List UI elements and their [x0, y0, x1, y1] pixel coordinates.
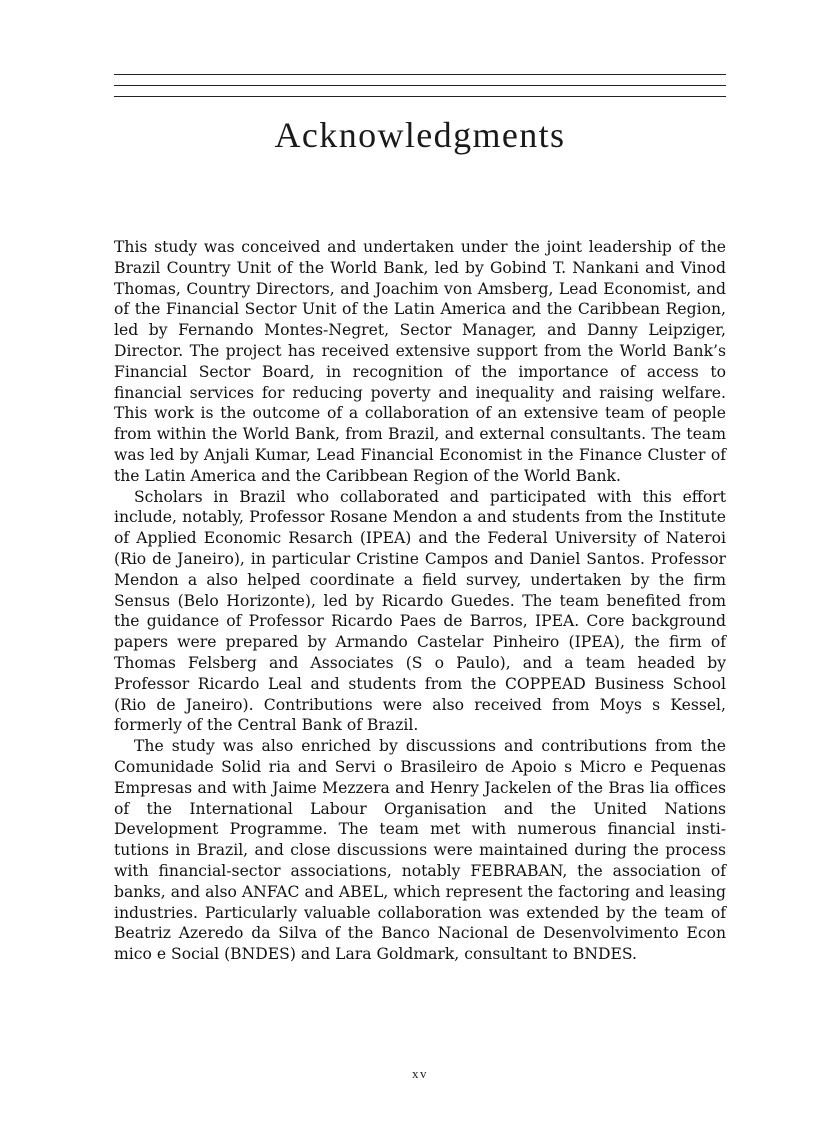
paragraph-1: This study was conceived and undertaken under the joint leadership of the Brazil Country Unit of the World Bank, led by Gobind T. Nankani and Vinod Thomas, Country Directors, and Joachim von Amsberg, Lead Economist, and of the Financial Sector Unit of the Latin America and the Caribbean Region, led by Fernando Montes-Negret, Sector Manager, and Danny Leipziger, Director. The project has received extensive support from the World Bank’s Financial Sector Board, in recognition of the importance of access to financial services for reducing poverty and inequality and raising welfare. This work is the outcome of a collaboration of an extensive team of people from within the World Bank, from Brazil, and external consultants. The team was led by Anjali Kumar, Lead Financial Economist in the Finance Cluster of the Latin America and the Caribbean Region of the World Bank.: [114, 238, 726, 485]
top-rule-1: [114, 74, 726, 75]
top-rule-2: [114, 85, 726, 86]
paragraph-3: The study was also enriched by discussions and contributions from the Comunidade Solid ria and Servi o Brasileiro de Apoio s Micro e Pequenas Empresas and with Jaime Mezzera and Henry Jackelen of the Bras lia offices of the International Labour Organisation and the United Nations Development Programme. The team met with numerous financial institutions in Brazil, and close discussions were maintained during the process with financial-sector associations, notably FEBRABAN, the association of banks, and also ANFAC and ABEL, which represent the factoring and leasing industries. Particularly valuable collaboration was extended by the team of Beatriz Azeredo da Silva of the Banco Nacional de Desenvolvimento Econ mico e Social (BNDES) and Lara Goldmark, consultant to BNDES.: [114, 737, 726, 964]
top-rule-3: [114, 96, 726, 97]
body-text: [114, 237, 726, 965]
page-number: xv: [412, 1066, 428, 1081]
paragraph-2: Scholars in Brazil who collaborated and participated with this effort include, notably, Professor Rosane Mendon a and students from the Institute of Applied Economic Resarch (IPEA) and the Federal University of Nateroi (Rio de Janeiro), in particular Cristine Campos and Daniel Santos. Professor Mendon a also helped coordinate a field survey, undertaken by the firm Sensus (Belo Horizonte), led by Ricardo Guedes. The team benefited from the guidance of Professor Ricardo Paes de Barros, IPEA. Core background papers were prepared by Armando Castelar Pinheiro (IPEA), the firm of Thomas Felsberg and Associates (S o Paulo), and a team headed by Professor Ricardo Leal and students from the COPPEAD Business School (Rio de Janeiro). Contributions were also received from Moys s Kessel, formerly of the Central Bank of Brazil.: [114, 487, 726, 735]
page-title: Acknowledgments: [274, 115, 566, 155]
